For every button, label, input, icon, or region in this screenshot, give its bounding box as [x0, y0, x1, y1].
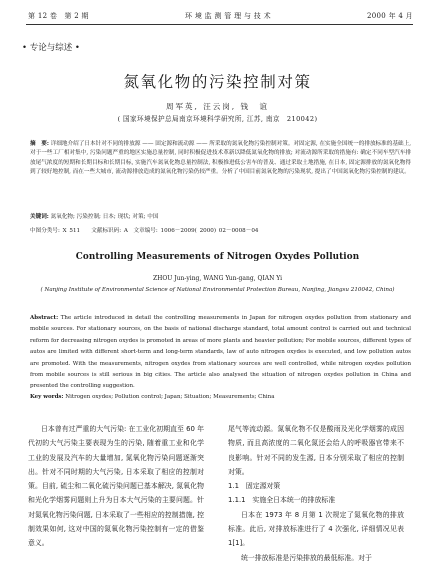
article-title-cn: 氮氧化物的污染控制对策: [123, 73, 312, 91]
body-paragraph: 日本曾有过严重的大气污染: 在工业化初期直至 60 年代初的大气污染主要表现为生的污染, 随着重工业和化学工业的发展及汽车的大量增加, 氮氧化物污染问题逐渐突出。针对不同时期的大气污染, 日本采取了相应的控制对策。目前, 硫尘和二氧化硫污染问题已基本解决, 氮氧化物和光化学烟雾问题则上升为日本大气污染的主要问题。针对氮氧化物污染问题, 日本采取了一些相应的控制措施, 控制效果如何, 这对中国的氮氧化物污染控制有一定的借鉴意义。: [28, 425, 204, 548]
body-column-left: [28, 422, 204, 551]
subsection-heading: 1.1.1 实施全日本统一的排放标准: [228, 496, 336, 505]
body-paragraph: 统一排放标准是污染排放的最低标准。对于: [241, 553, 372, 562]
abstract-cn-text: 详细地介绍了日本针对不同的排放源 —— 固定源和流动源 —— 所采取的氮氧化物污染控制对策。对固定源, 在实施全国统一的排放标准的基础上, 对于一些工厂相对集中, 污染问题严重的地区实施总量控制, 同时积极促进技术革新以降低氮氧化物的排放; 对流动源所采取的措施有: 确定不同车型汽车排放尾气浓度的短期和长期目标和长期目标, 实施汽车氮氧化物总量控制法, 积极推进低公害车的普及、通过采取土地措施, 在日本, 固定源排放的氮氧化物得到了较好地控制, 而在一些大城市, 流动源排放造成的氮氧化物污染仍较严重。分析了中国目前氮氧化物的污染现状, 提出了中国氮氧化物污染控制的建议。: [30, 141, 411, 176]
issue-date: 2000 年 4 月: [367, 12, 413, 20]
journal-name: 环 境 监 测 管 理 与 技 术: [185, 12, 271, 20]
authors-cn: 周军英, 汪云岗, 钱 谊: [165, 102, 270, 111]
body-column-right: [228, 422, 404, 565]
article-title-en: Controlling Measurements of Nitrogen Oxydes Pollution: [75, 252, 360, 262]
running-head: [28, 9, 413, 23]
authors-en: ZHOU Jun-ying, WANG Yun-gang, QIAN Yi: [152, 275, 283, 282]
affiliation-en: ( Nanjing Institute of Environmental Science of National Environmental Protection Bureau, Nanjing, Jiangsu 210042, China): [40, 287, 395, 293]
abstract-en-text: The article introduced in detail the controlling measurements in Japan for nitrogen oxydes pollution from stationary and mobile sources. For stationary sources, on the basis of national discharge standard, total amount control is carried out and technical reform for decreasing nitrogen oxydes is promoted in areas of more plants and heavier pollution; For mobile sources, different types of autos are limited with different short-term and long-term standards, law of auto nitrogen oxydes is executed, and low pollution autos are promoted. With the measurements, nitrogen oxydes from stationary sources are well controlled, while nitrogen oxydes pollution from mobile sources is still serious in big cities. The article also analysed the situation of nitrogen oxydes pollution in China and presented the controlling suggestion.: [30, 315, 412, 390]
classification-line: 中图分类号: X 511 文献标识码: A 文章编号: 1006－2009( 2000) 02－0008－04: [30, 228, 259, 234]
body-paragraph: 尾气等流动源。氮氧化物不仅是酸雨及光化学烟雾的成因物质, 而且高浓度的二氧化氮还会给人的呼吸器官带来不良影响。针对不同的发生源, 日本分别采取了相应的控制对策。: [228, 425, 404, 476]
abstract-en-label: Abstract:: [30, 315, 59, 321]
affiliation-cn: ( 国家环境保护总局南京环境科学研究所, 江苏, 南京 210042): [117, 115, 318, 123]
volume-issue: 第 12 卷 第 2 期: [28, 12, 89, 20]
header-rule: [26, 24, 413, 25]
body-paragraph: 日本在 1973 年 8 月第 1 次规定了氮氧化物的排放标准。此后, 对排放标准进行了 4 次强化, 详细情况见表 1[1]。: [228, 510, 404, 548]
keywords-cn-text: 氮氧化物; 污染控制; 日本; 现状; 对策; 中国: [50, 214, 159, 220]
keywords-en: [30, 394, 411, 400]
section-label: • 专论与综述 •: [22, 43, 80, 53]
section-heading: 1.1 固定源对策: [228, 482, 281, 491]
keywords-en-text: Nitrogen oxydes; Pollution control; Japan; Situation; Measurements; China: [65, 394, 275, 400]
abstract-en: [30, 313, 411, 393]
abstract-cn: [30, 140, 411, 178]
keywords-en-label: Key words:: [30, 394, 64, 400]
keywords-cn-label: 关键词:: [30, 214, 49, 220]
abstract-cn-label: 摘 要:: [30, 141, 49, 147]
keywords-cn: [30, 212, 411, 220]
